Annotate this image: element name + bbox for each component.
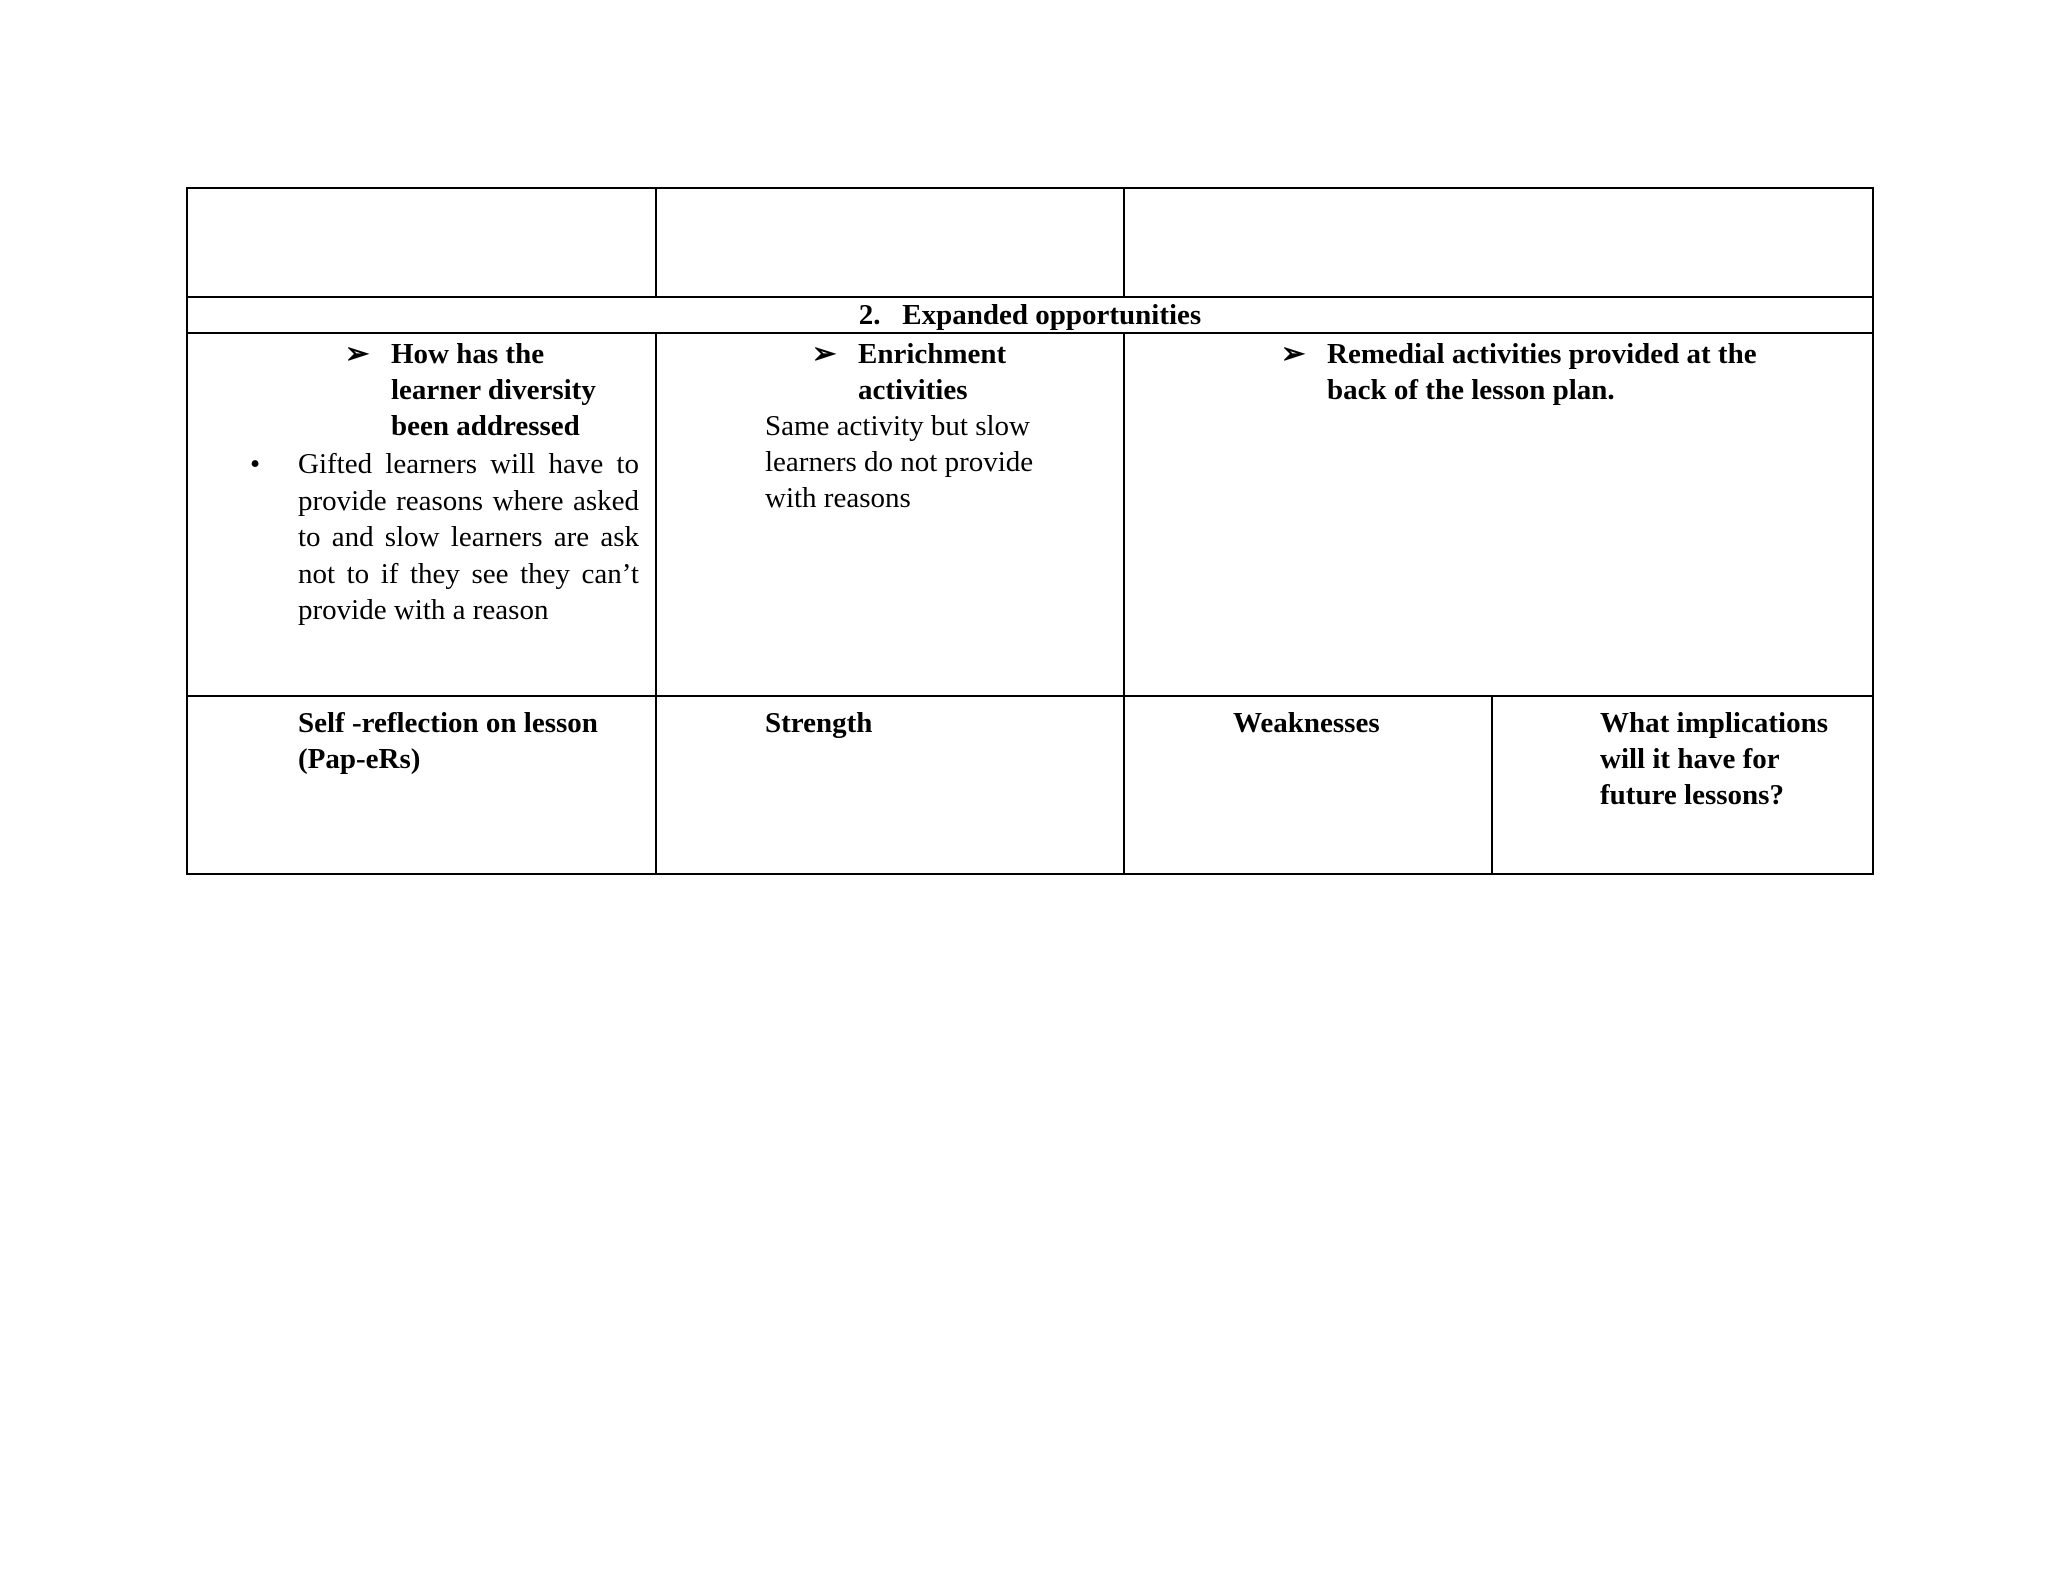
bullet-dot-icon: • bbox=[250, 448, 261, 480]
section-title: Expanded opportunities bbox=[902, 299, 1202, 331]
section-number: 2. bbox=[858, 299, 881, 331]
remedial-heading-line: back of the lesson plan. bbox=[1327, 374, 1615, 406]
enrichment-text bbox=[657, 408, 1123, 516]
enrichment-text-line: with reasons bbox=[765, 482, 911, 514]
enrichment-heading bbox=[657, 336, 1123, 372]
diversity-heading-line: How has the bbox=[391, 338, 545, 370]
implications-line: will it have for bbox=[1600, 743, 1780, 775]
self-reflection-line: (Pap-eRs) bbox=[298, 743, 421, 775]
arrow-bullet-icon: ➢ bbox=[1281, 338, 1306, 370]
self-reflection-label bbox=[188, 705, 655, 777]
lesson-plan-table bbox=[186, 187, 1874, 875]
section-row bbox=[187, 297, 1873, 333]
empty-row bbox=[187, 188, 1873, 297]
enrichment-text-line: Same activity but slow bbox=[765, 410, 1030, 442]
diversity-bullet-text: Gifted learners will have to provide reasons where asked to and slow learners are ask not to if they see they can’t provide with a reason bbox=[298, 448, 639, 626]
implications-cell bbox=[1492, 696, 1873, 874]
enrichment-cell bbox=[656, 333, 1124, 696]
diversity-bullet-item bbox=[188, 446, 655, 629]
reflection-row bbox=[187, 696, 1873, 874]
enrichment-heading-line: Enrichment bbox=[858, 338, 1007, 370]
weaknesses-label: Weaknesses bbox=[1233, 707, 1380, 739]
diversity-cell bbox=[187, 333, 656, 696]
empty-cell-1 bbox=[187, 188, 656, 297]
enrichment-text-line: learners do not provide bbox=[765, 446, 1034, 478]
diversity-heading-line: been addressed bbox=[391, 410, 580, 442]
strength-label: Strength bbox=[765, 707, 873, 739]
opportunities-row bbox=[187, 333, 1873, 696]
diversity-heading bbox=[188, 336, 655, 444]
empty-cell-3 bbox=[1124, 188, 1873, 297]
arrow-bullet-icon: ➢ bbox=[812, 338, 837, 370]
remedial-cell bbox=[1124, 333, 1873, 696]
enrichment-heading-line: activities bbox=[858, 374, 968, 406]
implications-line: What implications bbox=[1600, 707, 1828, 739]
self-reflection-cell bbox=[187, 696, 656, 874]
remedial-heading-line: Remedial activities provided at the bbox=[1327, 338, 1757, 370]
empty-cell-2 bbox=[656, 188, 1124, 297]
weaknesses-cell bbox=[1124, 696, 1492, 874]
section-heading bbox=[187, 297, 1873, 333]
diversity-heading-line: learner diversity bbox=[391, 374, 596, 406]
remedial-heading bbox=[1125, 336, 1872, 408]
strength-cell bbox=[656, 696, 1124, 874]
arrow-bullet-icon: ➢ bbox=[345, 338, 370, 370]
self-reflection-line: Self -reflection on lesson bbox=[298, 707, 598, 739]
implications-label bbox=[1493, 705, 1872, 813]
implications-line: future lessons? bbox=[1600, 779, 1784, 811]
